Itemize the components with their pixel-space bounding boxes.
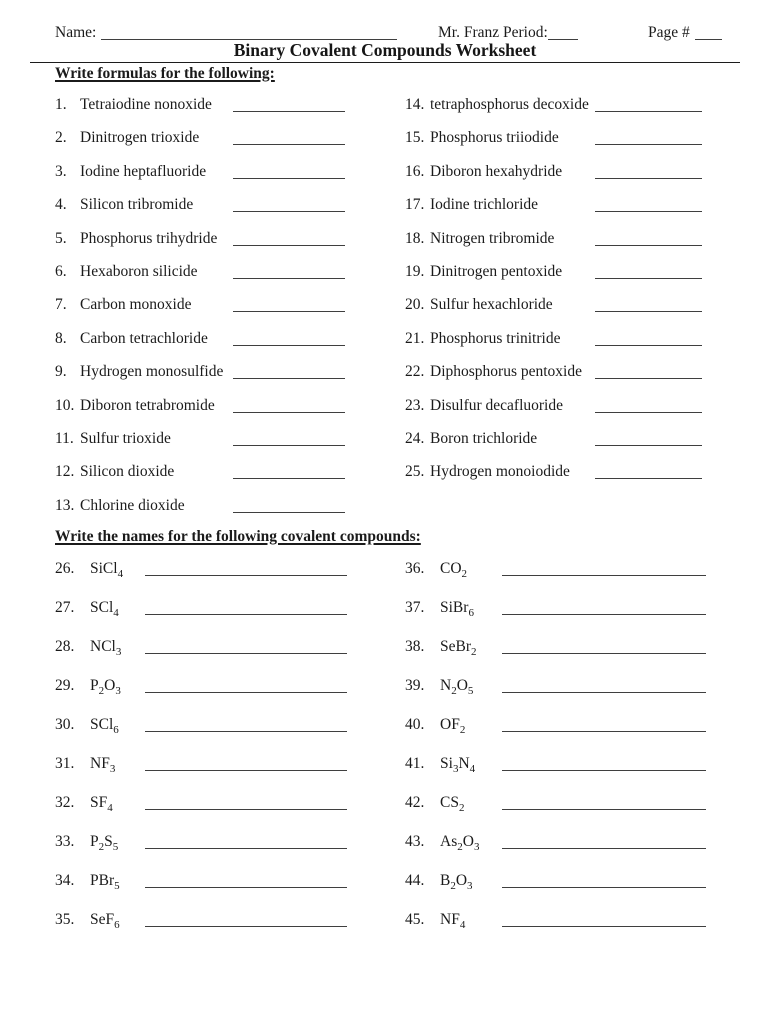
naming-item-row	[55, 675, 403, 714]
formula-item-row	[405, 194, 757, 227]
formula-answer-blank[interactable]	[595, 464, 702, 479]
formula-item-row	[55, 461, 403, 494]
formula-item-row	[55, 261, 403, 294]
compound-formula: SiBr$_6$	[440, 599, 474, 620]
formula-item-row	[55, 428, 403, 461]
name-answer-blank[interactable]	[145, 795, 347, 810]
compound-name: tetraphosphorus decoxide	[430, 96, 589, 113]
naming-item-row	[55, 558, 403, 597]
name-answer-blank[interactable]	[145, 873, 347, 888]
item-number: 21.	[405, 329, 425, 347]
name-answer-blank[interactable]	[145, 678, 347, 693]
naming-items-column-right	[405, 558, 757, 948]
name-label: Name:	[55, 24, 97, 41]
formula-item-row	[55, 495, 403, 528]
teacher-period-label: Mr. Franz Period:	[438, 24, 548, 41]
formula-item-row	[55, 361, 403, 394]
name-answer-blank[interactable]	[145, 639, 347, 654]
name-answer-blank[interactable]	[502, 561, 706, 576]
formula-item-row	[55, 94, 403, 127]
naming-item-row	[55, 636, 403, 675]
formula-item-row	[405, 395, 757, 428]
formula-answer-blank[interactable]	[233, 231, 345, 246]
naming-section-heading: Write the names for the following covalent compounds:	[55, 528, 421, 545]
formula-item-row	[405, 94, 757, 127]
item-number: 38.	[405, 638, 425, 655]
item-number: 42.	[405, 794, 425, 811]
item-number: 12.	[55, 463, 75, 481]
name-answer-blank[interactable]	[502, 795, 706, 810]
formula-section-heading: Write formulas for the following:	[55, 65, 275, 82]
compound-name: Diboron hexahydride	[430, 162, 563, 180]
compound-formula: $SF_4$	[90, 794, 113, 815]
compound-formula: $CO_2$	[440, 560, 468, 581]
formula-answer-blank[interactable]	[595, 398, 702, 413]
name-answer-blank[interactable]	[145, 717, 347, 732]
compound-name: Carbon monoxide	[80, 296, 192, 314]
name-answer-blank[interactable]	[502, 756, 706, 771]
formula-item-row	[405, 361, 757, 394]
formula-answer-blank[interactable]	[233, 197, 345, 212]
naming-item-row	[55, 831, 403, 870]
compound-formula: $P_2S_5$	[90, 833, 119, 854]
period-blank[interactable]	[548, 25, 578, 40]
name-answer-blank[interactable]	[502, 717, 706, 732]
name-answer-blank[interactable]	[145, 756, 347, 771]
naming-item-row	[405, 636, 757, 675]
compound-formula: $CS_2$	[440, 794, 465, 815]
naming-item-row	[55, 753, 403, 792]
naming-item-row	[405, 558, 757, 597]
naming-item-row	[55, 597, 403, 636]
formula-answer-blank[interactable]	[233, 297, 345, 312]
item-number: 5.	[55, 229, 67, 247]
formula-answer-blank[interactable]	[233, 264, 345, 279]
formula-answer-blank[interactable]	[595, 297, 702, 312]
compound-formula: SCl$_4$	[90, 599, 119, 620]
item-number: 16.	[405, 162, 425, 180]
item-number: 43.	[405, 833, 425, 850]
compound-formula: $As_2O_3$	[440, 833, 480, 854]
compound-name: Sulfur trioxide	[80, 429, 171, 447]
compound-name: Phosphorus triiodide	[430, 129, 559, 147]
name-answer-blank[interactable]	[502, 678, 706, 693]
item-number: 35.	[55, 911, 75, 928]
item-number: 44.	[405, 872, 425, 889]
name-answer-blank[interactable]	[502, 834, 706, 849]
compound-formula: SCl$_6$	[90, 716, 119, 737]
item-number: 9.	[55, 363, 67, 381]
formula-item-row	[405, 228, 757, 261]
formula-item-row	[55, 194, 403, 227]
compound-name: Boron trichloride	[430, 429, 538, 447]
formula-answer-blank[interactable]	[233, 464, 345, 479]
formula-answer-blank[interactable]	[233, 331, 345, 346]
formula-answer-blank[interactable]	[595, 164, 702, 179]
formula-items-column-right	[405, 94, 757, 495]
formula-answer-blank[interactable]	[595, 264, 702, 279]
item-number: 45.	[405, 911, 425, 928]
item-number: 7.	[55, 296, 67, 314]
formula-answer-blank[interactable]	[595, 364, 702, 379]
item-number: 6.	[55, 262, 67, 280]
page-number-blank[interactable]	[695, 25, 722, 40]
compound-name: Hydrogen monosulfide	[80, 363, 224, 381]
formula-answer-blank[interactable]	[233, 164, 345, 179]
formula-item-row	[55, 328, 403, 361]
formula-item-row	[405, 428, 757, 461]
formula-items-column-left	[55, 94, 403, 528]
formula-item-row	[405, 127, 757, 160]
formula-answer-blank[interactable]	[233, 498, 345, 513]
item-number: 1.	[55, 96, 67, 113]
formula-item-row	[405, 294, 757, 327]
naming-item-row	[55, 714, 403, 753]
page-number-label: Page #	[648, 24, 690, 41]
item-number: 40.	[405, 716, 425, 733]
compound-formula: SeF$_6$	[90, 911, 120, 932]
item-number: 14.	[405, 96, 425, 113]
compound-formula: SeBr$_2$	[440, 638, 477, 659]
compound-name: Diphosphorus pentoxide	[430, 363, 582, 381]
item-number: 11.	[55, 429, 74, 447]
compound-formula: $P_2O_3$	[90, 677, 121, 698]
item-number: 20.	[405, 296, 425, 314]
naming-item-row	[405, 753, 757, 792]
formula-item-row	[55, 228, 403, 261]
formula-item-row	[405, 161, 757, 194]
naming-item-row	[405, 714, 757, 753]
name-answer-blank[interactable]	[502, 600, 706, 615]
naming-item-row	[405, 909, 757, 948]
compound-name: Silicon tribromide	[80, 196, 194, 214]
item-number: 41.	[405, 755, 425, 772]
item-number: 19.	[405, 262, 425, 280]
name-blank[interactable]	[101, 25, 397, 40]
name-answer-blank[interactable]	[145, 561, 347, 576]
item-number: 26.	[55, 560, 75, 577]
name-answer-blank[interactable]	[145, 834, 347, 849]
naming-item-row	[405, 792, 757, 831]
naming-items-column-left	[55, 558, 403, 948]
item-number: 10.	[55, 396, 75, 414]
compound-name: Phosphorus trinitride	[430, 329, 561, 347]
compound-name: Phosphorus trihydride	[80, 229, 218, 247]
formula-answer-blank[interactable]	[233, 431, 345, 446]
item-number: 17.	[405, 196, 425, 214]
item-number: 34.	[55, 872, 75, 889]
formula-item-row	[55, 161, 403, 194]
item-number: 28.	[55, 638, 75, 655]
compound-formula: SiCl$_4$	[90, 560, 124, 581]
compound-name: Dinitrogen pentoxide	[430, 262, 563, 280]
item-number: 36.	[405, 560, 425, 577]
compound-formula: PBr$_5$	[90, 872, 120, 893]
item-number: 22.	[405, 363, 425, 381]
compound-name: Carbon tetrachloride	[80, 329, 208, 347]
compound-formula: NCl$_3$	[90, 638, 122, 659]
formula-answer-blank[interactable]	[595, 97, 702, 112]
compound-name: Nitrogen tribromide	[430, 229, 555, 247]
naming-item-row	[55, 870, 403, 909]
name-answer-blank[interactable]	[502, 639, 706, 654]
item-number: 23.	[405, 396, 425, 414]
formula-item-row	[55, 395, 403, 428]
compound-name: Diboron tetrabromide	[80, 396, 215, 414]
item-number: 13.	[55, 496, 75, 514]
title-divider-line	[30, 62, 740, 63]
formula-answer-blank[interactable]	[595, 197, 702, 212]
compound-name: Hydrogen monoiodide	[430, 463, 570, 481]
item-number: 15.	[405, 129, 425, 147]
compound-name: Silicon dioxide	[80, 463, 175, 481]
formula-answer-blank[interactable]	[233, 130, 345, 145]
compound-name: Disulfur decafluoride	[430, 396, 563, 414]
formula-answer-blank[interactable]	[233, 97, 345, 112]
formula-item-row	[405, 328, 757, 361]
formula-item-row	[405, 261, 757, 294]
compound-formula: $B_2O_3$	[440, 872, 473, 893]
compound-formula: $N_2O_5$	[440, 677, 474, 698]
formula-answer-blank[interactable]	[595, 431, 702, 446]
compound-name: Tetraiodine nonoxide	[80, 96, 212, 113]
item-number: 27.	[55, 599, 75, 616]
item-number: 29.	[55, 677, 75, 694]
item-number: 4.	[55, 196, 67, 214]
name-answer-blank[interactable]	[502, 912, 706, 927]
formula-item-row	[55, 294, 403, 327]
naming-item-row	[405, 597, 757, 636]
item-number: 30.	[55, 716, 75, 733]
compound-name: Sulfur hexachloride	[430, 296, 553, 314]
naming-item-row	[55, 909, 403, 948]
compound-name: Iodine trichloride	[430, 196, 539, 214]
formula-answer-blank[interactable]	[233, 364, 345, 379]
compound-name: Dinitrogen trioxide	[80, 129, 200, 147]
formula-item-row	[405, 461, 757, 494]
item-number: 8.	[55, 329, 67, 347]
formula-item-row	[55, 127, 403, 160]
item-number: 24.	[405, 429, 425, 447]
formula-answer-blank[interactable]	[595, 130, 702, 145]
item-number: 31.	[55, 755, 75, 772]
naming-item-row	[405, 831, 757, 870]
item-number: 33.	[55, 833, 75, 850]
compound-formula: $Si_3N_4$	[440, 755, 476, 776]
compound-name: Iodine heptafluoride	[80, 162, 207, 180]
item-number: 37.	[405, 599, 425, 616]
naming-item-row	[405, 675, 757, 714]
compound-formula: $NF_3$	[90, 755, 116, 776]
name-answer-blank[interactable]	[145, 600, 347, 615]
item-number: 3.	[55, 162, 67, 180]
worksheet-title: Binary Covalent Compounds Worksheet	[233, 40, 537, 60]
name-answer-blank[interactable]	[145, 912, 347, 927]
formula-answer-blank[interactable]	[595, 231, 702, 246]
compound-formula: $OF_2$	[440, 716, 466, 737]
formula-answer-blank[interactable]	[233, 398, 345, 413]
naming-item-row	[405, 870, 757, 909]
compound-name: Chlorine dioxide	[80, 496, 185, 514]
item-number: 32.	[55, 794, 75, 811]
compound-formula: $NF_4$	[440, 911, 466, 932]
compound-name: Hexaboron silicide	[80, 262, 198, 280]
item-number: 18.	[405, 229, 425, 247]
item-number: 25.	[405, 463, 425, 481]
item-number: 2.	[55, 129, 67, 147]
item-number: 39.	[405, 677, 425, 694]
formula-answer-blank[interactable]	[595, 331, 702, 346]
naming-item-row	[55, 792, 403, 831]
name-answer-blank[interactable]	[502, 873, 706, 888]
